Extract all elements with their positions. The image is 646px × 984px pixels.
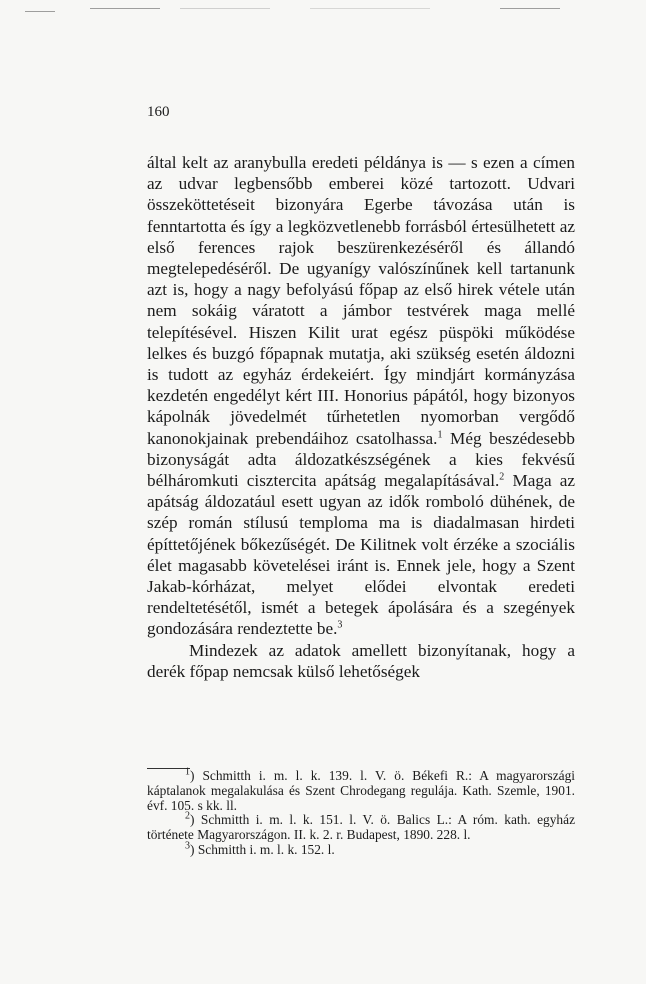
paragraph-text-4: Mindezek az adatok amellett bizonyítanak, hogy a derék főpap nemcsak külső lehetőségek <box>147 640 575 681</box>
footnote: $^3$) Schmitth i. m. l. k. 152. l. <box>185 840 335 857</box>
footnote-ref-3: 3 <box>337 619 343 631</box>
footnote-mark: 3 <box>185 840 190 852</box>
footnotes <box>147 766 576 858</box>
footnote-text: Schmitth i. m. l. k. 139. l. V. ö. Békefi R.: A magyarországi káptalanok megalakulása és Szent Chrodegang regulája. Kath. Szemle, 1901. évf. 105. s kk. ll. <box>147 768 575 813</box>
footnote-mark: 1 <box>185 766 190 778</box>
page-number: 160 <box>147 104 170 120</box>
paragraph-text-2: Még beszédesebb bizonyságát adta áldozatkészségének a kies fekvésű bélháromkuti cisztercita apátság megalapításával. <box>147 428 575 491</box>
footnote-text: Schmitth i. m. l. k. 151. l. V. ö. Balics L.: A róm. kath. egyház története Magyarországon. II. k. 2. r. Budapest, 1890. 228. l. <box>147 812 576 843</box>
footnote-text: Schmitth i. m. l. k. 152. l. <box>197 841 335 857</box>
footnote: $^2$) Schmitth i. m. l. k. 151. l. V. ö. Balics L.: A róm. kath. egyház története Magyarországon. II. k. 2. r. Budapest, 1890. 228. l. <box>147 810 576 843</box>
footnote-mark: 2 <box>185 810 190 822</box>
footnote-ref-2: 2 <box>499 471 505 483</box>
paragraph <box>147 152 575 640</box>
paragraph-text-3: Maga az apátság áldozatául esett ugyan az idők romboló dühének, de szép román stílusú temploma ma is diadalmasan hirdeti építtetőjének bőkezűségét. De Kilitnek volt érzéke a szociális élet magasabb követelései iránt is. Ennek jele, hogy a Szent Jakab-kórházat, melyet elődei elvontak eredeti rendeltetésétől, ismét a betegek ápolására és a szegények gondozására rendeztette be. <box>147 471 575 639</box>
paragraph-text-1: által kelt az aranybulla eredeti példánya is — s ezen a címen az udvar legbensőbb emberei közé tartozott. Udvari összeköttetéseit bizonyára Egerbe távozása után is fenntartotta és így a legközvetlenebb forrásból értesülhetett az első ferences rajok beszürenkezéséről és állandó megtelepedéséről. De ugyanígy valószínűnek kell tartanunk azt is, hogy a nagy befolyású főpap az első hirek vétele után nem sokáig váratott a jámbor testvérek maga mellé telepítésével. Hiszen Kilit urat egész püspöki működése lelkes és buzgó főpapnak mutatja, aki szükség esetén áldozni is tudott az egyház érdekeiért. Így mindjárt kormányzása kezdetén engedélyt kért III. Honorius pápától, hogy bizonyos kápolnák jövedelmét tűrhetetlen nyomorban vergődő kanonokjainak prebendáihoz csatolhassa. <box>147 153 575 448</box>
body-text <box>147 152 575 682</box>
footnote-ref-1: 1 <box>437 428 443 440</box>
footnote: $^1$) Schmitth i. m. l. k. 139. l. V. ö. Békefi R.: A magyarországi káptalanok megalakulása és Szent Chrodegang regulája. Kath. Szemle, 1901. évf. 105. s kk. ll. <box>147 766 575 813</box>
paragraph <box>147 640 575 682</box>
top-scan-rule <box>80 8 550 10</box>
